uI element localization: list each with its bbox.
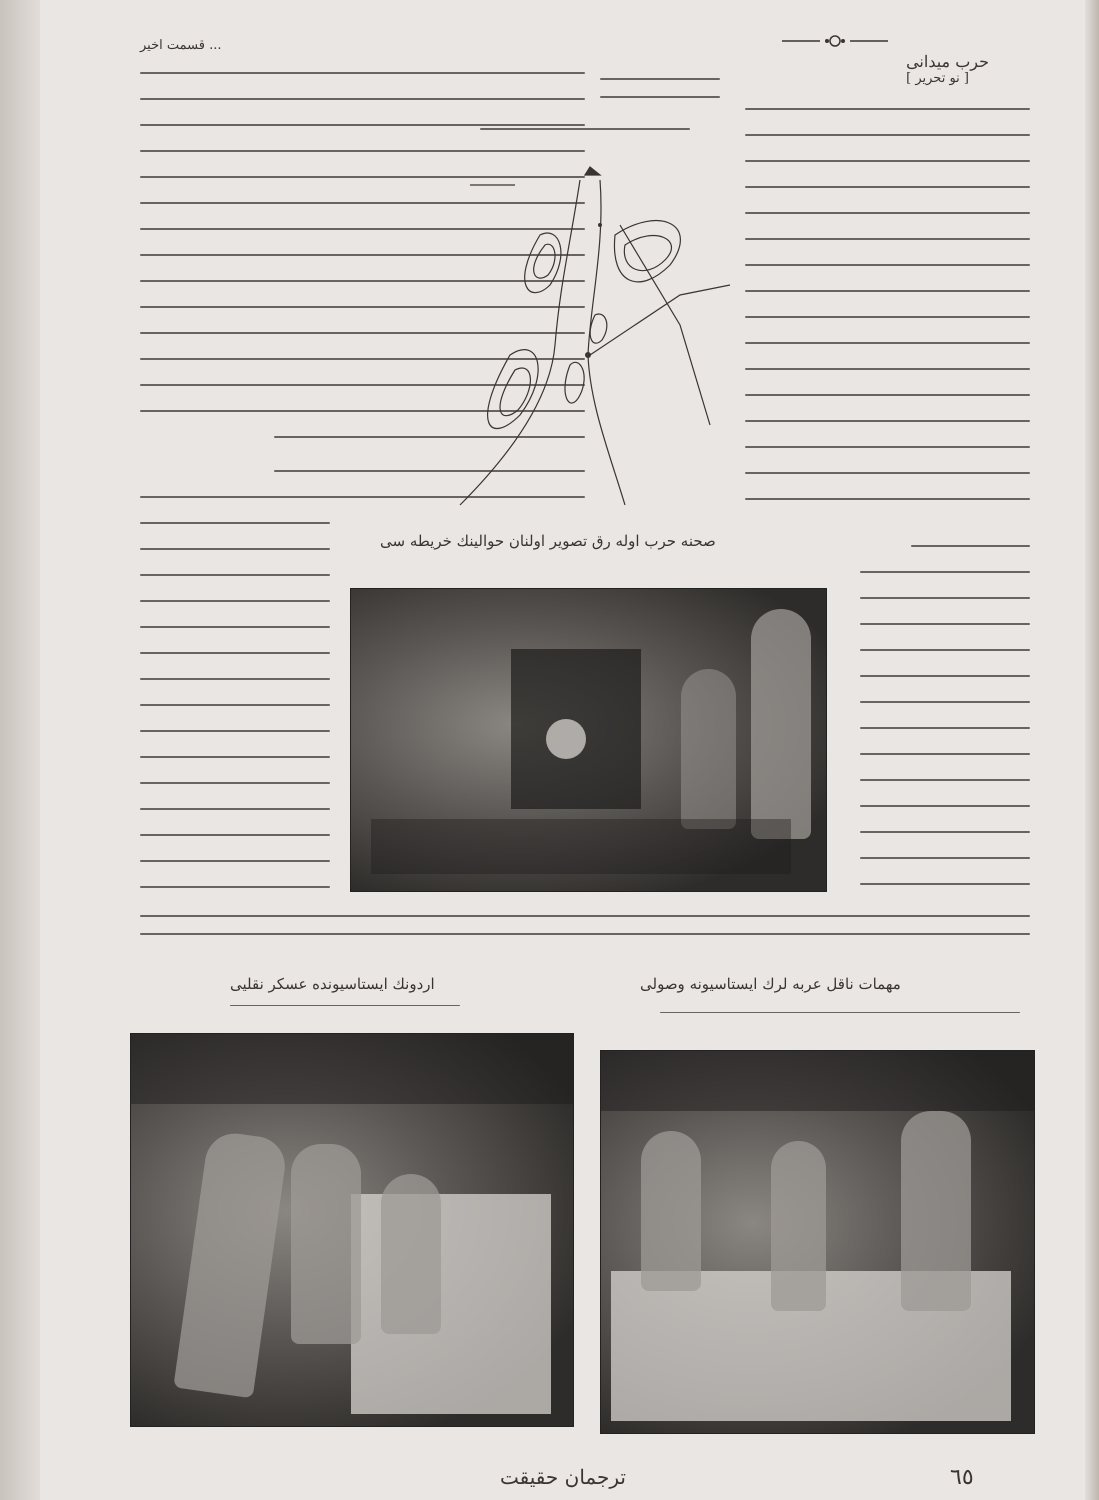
map-caption: صحنه حرب اوله رق تصوير اولنان حوالينك خريطه سى [380, 532, 716, 550]
right-column-text [745, 108, 1030, 524]
left-column-text-3 [140, 522, 330, 912]
small-caption-left [230, 1005, 460, 1030]
bottom-caption-heading: مهمات ناقل عربه لرك ايستاسيونه وصولى [640, 975, 901, 993]
bottom-caption-left-heading: اردونك ايستاسيونده عسكر نقليى [230, 975, 435, 993]
station-photo-right [600, 1050, 1035, 1434]
footer-title: ترجمان حقيقت [500, 1465, 626, 1489]
small-caption-right [660, 1012, 1020, 1037]
section-title: حرب ميدانى [906, 52, 989, 71]
page-edge [1085, 0, 1099, 1500]
section-heading [906, 52, 989, 86]
map-header-text [600, 78, 720, 114]
map-header-text-2 [480, 128, 690, 154]
continuation-note: ... قسمت اخير [140, 38, 222, 53]
ornament-divider [780, 34, 890, 48]
page-number: ٦٥ [950, 1465, 974, 1490]
section-subtitle: [ نو تحرير ] [906, 71, 969, 86]
station-photo-left [130, 1033, 574, 1427]
right-column-text-3 [860, 545, 1030, 909]
mid-body-text [140, 915, 1030, 951]
field-photo [350, 588, 827, 892]
binding-shadow [0, 0, 40, 1500]
battlefield-map [440, 165, 740, 515]
